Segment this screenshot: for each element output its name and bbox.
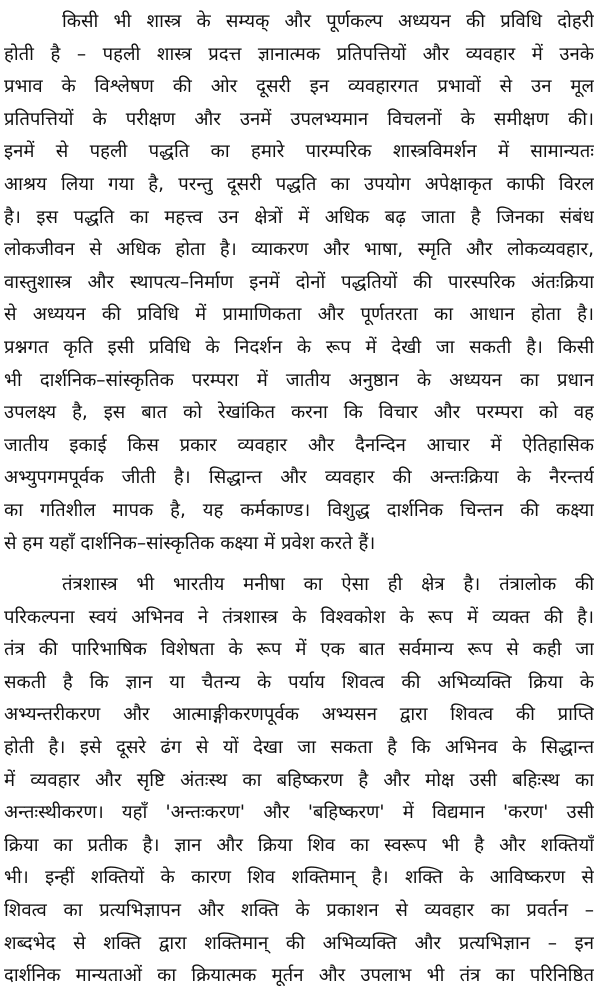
text-line: वास्तुशास्त्र और स्थापत्य–निर्माण इनमें दोनों पद्धतियों की पारस्परिक अंतःक्रिया	[4, 271, 594, 293]
text-line: है। इस पद्धति का महत्त्व उन क्षेत्रों में अधिक बढ़ जाता है जिनका संबंध	[4, 206, 594, 228]
text-line: तंत्रशास्त्र भी भारतीय मनीषा का ऐसा ही क्षेत्र है। तंत्रालोक की	[62, 574, 594, 596]
paragraph-1	[4, 6, 594, 560]
text-line: अभ्युपगमपूर्वक जीती है। सिद्धान्त और व्यवहार की अन्तःक्रिया के नैरन्तर्य	[4, 467, 594, 489]
text-line: जातीय इकाई किस प्रकार व्यवहार और दैनन्दिन आचार में ऐतिहासिक	[4, 434, 594, 456]
text-line: में व्यवहार और सृष्टि अंतःस्थ का बहिष्करण है और मोक्ष उसी बहिःस्थ का	[4, 769, 594, 791]
text-line: भी। इन्हीं शक्तियों के कारण शिव शक्तिमान् है। शक्ति के आविष्करण से	[4, 867, 594, 889]
text-line: प्रभाव के विश्लेषण की ओर दूसरी इन व्यवहारगत प्रभावों से उन मूल	[4, 76, 594, 98]
text-line: आश्रय लिया गया है, परन्तु दूसरी पद्धति का उपयोग अपेक्षाकृत काफी विरल	[4, 173, 594, 195]
text-line: होती है। इसे दूसरे ढंग से यों देखा जा सकता है कि अभिनव के सिद्धान्त	[4, 737, 594, 759]
text-line: इनमें से पहली पद्धति का हमारे पारम्परिक शास्त्रविमर्शन में सामान्यतः	[4, 141, 594, 163]
text-line: अन्तःस्थीकरण। यहाँ 'अन्तःकरण' और 'बहिष्करण' में विद्यमान 'करण' उसी	[4, 802, 594, 824]
text-line: लोकजीवन से अधिक होता है। व्याकरण और भाषा, स्मृति और लोकव्यवहार,	[4, 239, 594, 261]
text-line: का गतिशील मापक है, यह कर्मकाण्ड। विशुद्ध दार्शनिक चिन्तन की कक्ष्या	[4, 499, 594, 521]
text-line: सकती है कि ज्ञान या चैतन्य के पर्याय शिवत्व की अभिव्यक्ति क्रिया के	[4, 671, 594, 693]
text-line: परिकल्पना स्वयं अभिनव ने तंत्रशास्त्र के विश्वकोश के रूप में व्यक्त की है।	[4, 606, 594, 628]
text-line: क्रिया का प्रतीक है। ज्ञान और क्रिया शिव का स्वरूप भी है और शक्तियाँ	[4, 834, 594, 856]
text-line: दार्शनिक मान्यताओं का क्रियात्मक मूर्तन और उपलाभ भी तंत्र का परिनिष्ठित	[4, 965, 594, 987]
text-line: तंत्र की पारिभाषिक विशेषता के रूप में एक बात सर्वमान्य रूप से कही जा	[4, 639, 594, 661]
paragraph-2	[4, 569, 594, 993]
text-line: होती है – पहली शास्त्र प्रदत्त ज्ञानात्मक प्रतिपत्तियों और व्यवहार में उनके	[4, 43, 594, 65]
text-line: प्रतिपत्तियों के परीक्षण और उनमें उपलभ्यमान विचलनों के समीक्षण की।	[4, 108, 594, 130]
text-line: से अध्ययन की प्रविधि में प्रामाणिकता और पूर्णतरता का आधान होता है।	[4, 304, 594, 326]
text-line: भी दार्शनिक–सांस्कृतिक परम्परा में जातीय अनुष्ठान के अध्ययन का प्रधान	[4, 369, 594, 391]
text-line: अभ्यन्तरीकरण और आत्माङ्गीकरणपूर्वक अभ्यसन द्वारा शिवत्व की प्राप्ति	[4, 704, 594, 726]
text-line: शिवत्व का प्रत्यभिज्ञापन और शक्ति के प्रकाशन से व्यवहार का प्रवर्तन –	[4, 900, 594, 922]
text-line: शब्दभेद से शक्ति द्वारा शक्तिमान् की अभिव्यक्ति और प्रत्यभिज्ञान – इन	[4, 932, 594, 954]
text-line: से हम यहाँ दार्शनिक–सांस्कृतिक कक्ष्या में प्रवेश करते हैं।	[4, 532, 376, 554]
text-line: प्रश्नगत कृति इसी प्रविधि के निदर्शन के रूप में देखी जा सकती है। किसी	[4, 336, 594, 358]
text-line: उपलक्ष्य है, इस बात को रेखांकित करना कि विचार और परम्परा को वह	[4, 402, 594, 424]
text-line: किसी भी शास्त्र के सम्यक् और पूर्णकल्प अध्ययन की प्रविधि दोहरी	[62, 11, 594, 32]
